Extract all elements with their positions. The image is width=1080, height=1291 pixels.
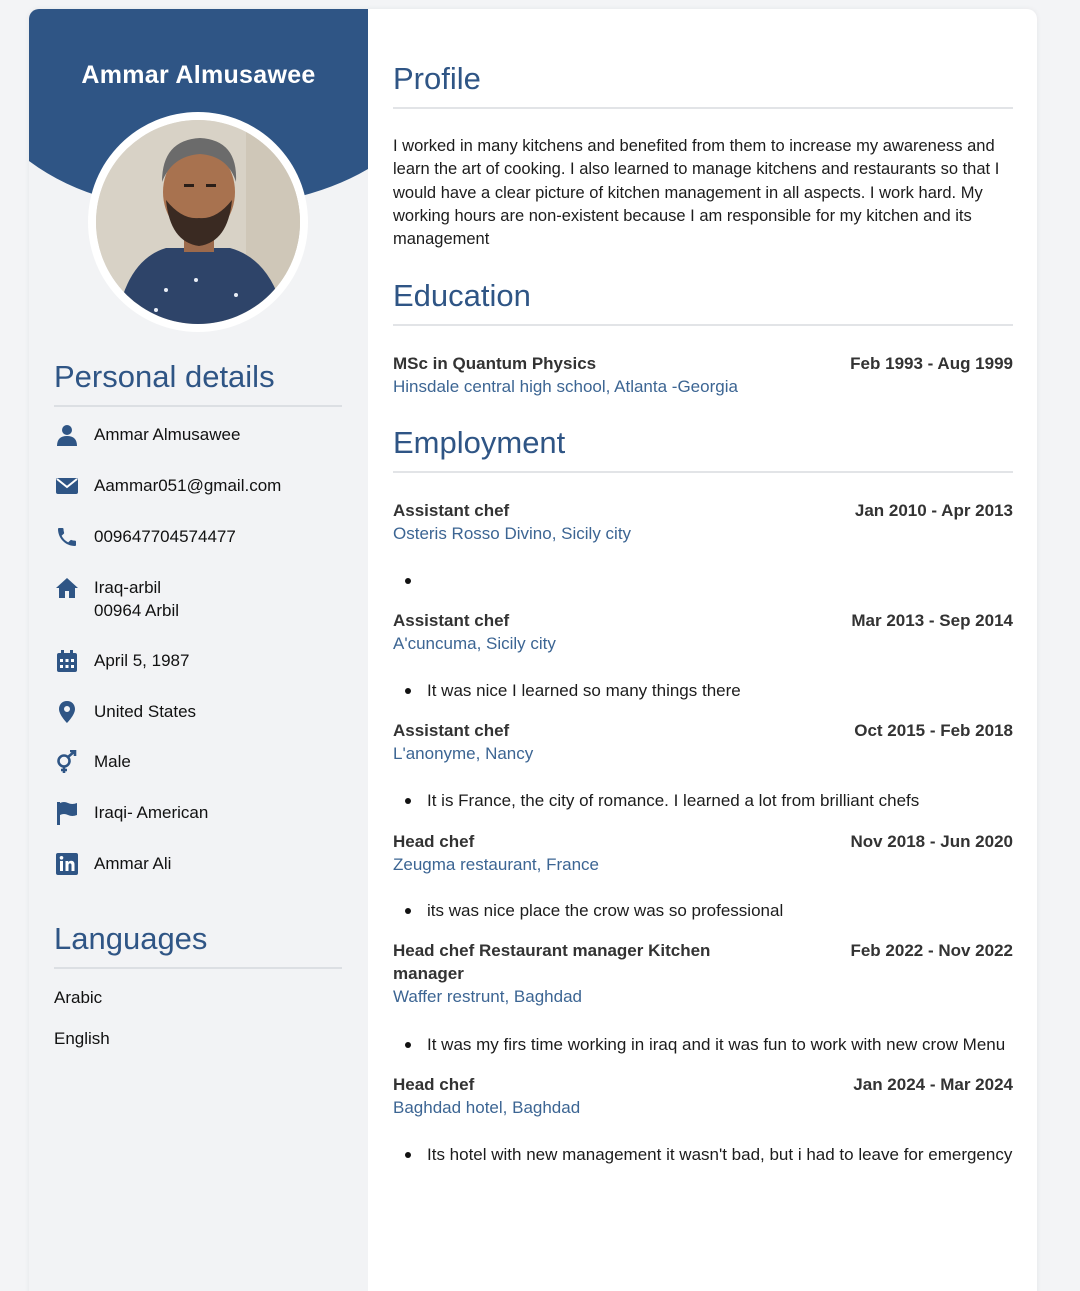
profile-photo: [96, 120, 300, 324]
gender-icon: [54, 749, 80, 775]
employment-heading: Employment: [393, 425, 566, 460]
profile-heading: Profile: [393, 61, 481, 96]
sidebar: [29, 9, 368, 1291]
job-title: Assistant chef: [393, 721, 510, 740]
job-title: Head chef: [393, 832, 475, 851]
candidate-name: Ammar Almusawee: [81, 61, 316, 89]
job-date: Mar 2013 - Sep 2014: [851, 611, 1013, 630]
employer-name: Baghdad hotel, Baghdad: [393, 1098, 581, 1117]
detail-nationality-location: [54, 699, 196, 725]
job-date: Nov 2018 - Jun 2020: [850, 832, 1013, 851]
detail-address: [54, 575, 179, 622]
detail-phone-text[interactable]: 009647704574477: [94, 527, 236, 546]
home-icon: [54, 575, 80, 601]
employment-divider: [393, 471, 1013, 473]
employer-name: L'anonyme, Nancy: [393, 744, 534, 763]
job-description: It is France, the city of romance. I learned a lot from brilliant chefs: [405, 789, 1013, 812]
detail-location-text: United States: [94, 702, 197, 721]
language-item: Arabic: [54, 988, 103, 1007]
phone-icon: [54, 524, 80, 550]
detail-nationality: [54, 800, 208, 826]
profile-divider: [393, 107, 1013, 109]
personal-details-heading: Personal details: [54, 359, 275, 394]
main-content: [393, 9, 1013, 1291]
resume-page: [29, 9, 1037, 1291]
job-date: Oct 2015 - Feb 2018: [854, 721, 1013, 740]
detail-gender: [54, 749, 131, 775]
job-date: Jan 2010 - Apr 2013: [854, 501, 1013, 520]
job-title: Assistant chef: [393, 611, 510, 630]
detail-nationality-text: Iraqi- American: [94, 803, 209, 822]
detail-phone: [54, 524, 236, 550]
job-description: It was nice I learned so many things there: [405, 679, 1013, 702]
job-title: Assistant chef: [393, 501, 510, 520]
employment-entry: [393, 609, 1013, 655]
calendar-icon: [54, 648, 80, 674]
education-date: Feb 1993 - Aug 1999: [850, 354, 1013, 373]
employer-name: Zeugma restaurant, France: [393, 855, 599, 874]
employment-entry: [393, 830, 1013, 876]
job-title: Head chef Restaurant manager Kitchen manager: [393, 941, 711, 983]
user-icon: [54, 422, 80, 448]
detail-gender-text: Male: [94, 752, 131, 771]
job-title: Head chef: [393, 1075, 475, 1094]
detail-name-text: Ammar Almusawee: [94, 425, 241, 444]
detail-email: [54, 473, 281, 499]
job-date: Jan 2024 - Mar 2024: [853, 1075, 1013, 1094]
employer-name: Waffer restrunt, Baghdad: [393, 987, 582, 1006]
detail-address-text: [94, 575, 179, 622]
employment-entry: [393, 939, 1013, 1008]
school-name: Hinsdale central high school, Atlanta -Georgia: [393, 377, 738, 396]
detail-name: [54, 422, 240, 448]
degree-title: MSc in Quantum Physics: [393, 354, 597, 373]
profile-photo-frame: [88, 112, 308, 332]
education-divider: [393, 324, 1013, 326]
detail-birthdate-text: April 5, 1987: [94, 651, 190, 670]
detail-linkedin: [54, 851, 171, 877]
job-description: its was nice place the crow was so professional: [405, 899, 1013, 922]
address-line-1: Iraq-arbil: [94, 578, 162, 597]
job-date: Feb 2022 - Nov 2022: [850, 941, 1013, 960]
employment-entry: [393, 719, 1013, 765]
personal-details-divider: [54, 405, 342, 407]
detail-email-text[interactable]: Aammar051@gmail.com: [94, 476, 282, 495]
languages-divider: [54, 967, 342, 969]
flag-icon: [54, 800, 80, 826]
linkedin-icon: [54, 851, 80, 877]
employer-name: Osteris Rosso Divino, Sicily city: [393, 524, 632, 543]
employment-entry: [393, 499, 1013, 545]
location-pin-icon: [54, 699, 80, 725]
languages-heading: Languages: [54, 921, 208, 956]
employment-entry: [393, 1073, 1013, 1119]
education-entry: [393, 352, 1013, 398]
envelope-icon: [54, 473, 80, 499]
education-heading: Education: [393, 278, 531, 313]
employer-name: A'cuncuma, Sicily city: [393, 634, 556, 653]
job-description: Its hotel with new management it wasn't bad, but i had to leave for emergency: [405, 1143, 1013, 1166]
detail-birthdate: [54, 648, 189, 674]
address-line-2: 00964 Arbil: [94, 601, 180, 620]
profile-summary: I worked in many kitchens and benefited from them to increase my awareness and learn the art of cooking. I also learned to manage kitchens and restaurants so that I would have a clear picture of kitchen management in all aspects. I work hard. My working hours are non-existent because I am responsible for my kitchen and its management: [393, 137, 1000, 249]
job-description: It was my firs time working in iraq and it was fun to work with new crow Menu: [405, 1033, 1013, 1056]
language-item: English: [54, 1029, 110, 1048]
detail-linkedin-text[interactable]: Ammar Ali: [94, 854, 172, 873]
